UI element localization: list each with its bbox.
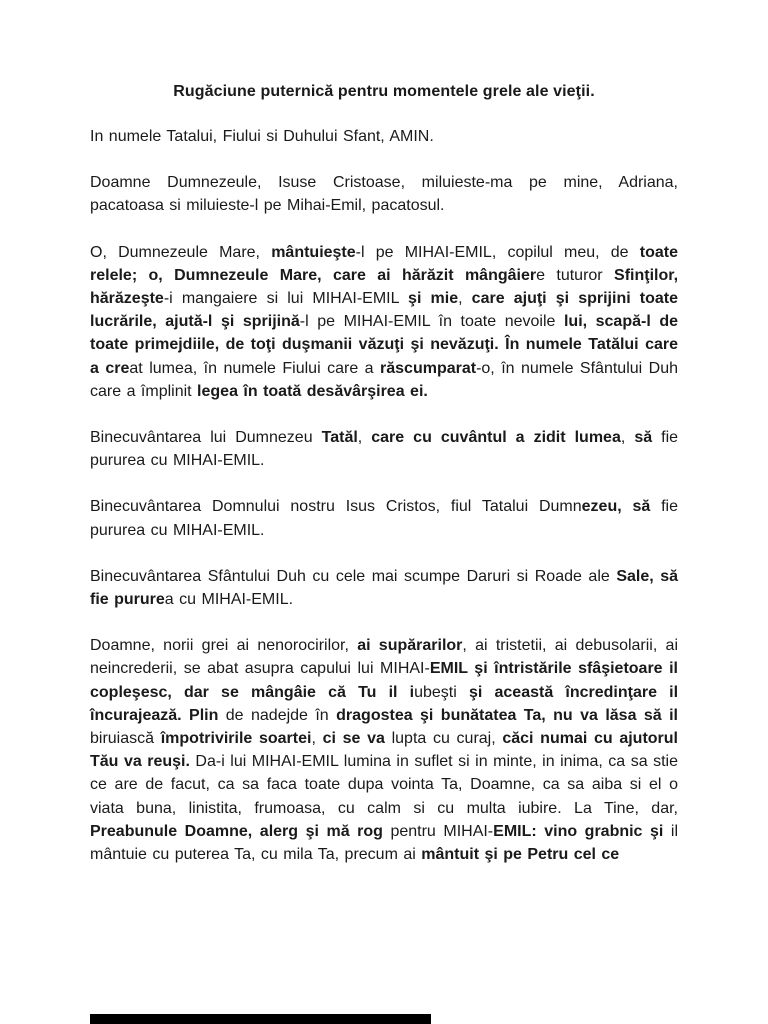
text-run: In numele Tatalui, Fiului si Duhului Sfant, AMIN.	[90, 128, 434, 145]
text-run: lui, scapă-l de toate primejdiile, de toţi duşmanii văzuţi şi nevăzuţi. În numele Tatălui care a cre	[90, 313, 679, 377]
text-run: -l pe MIHAI-EMIL în toate nevoile	[299, 313, 564, 331]
text-run: ubeşti	[414, 683, 469, 701]
text-run: Binecuvântarea lui Dumnezeu	[90, 429, 322, 447]
text-run: dragostea şi bunătatea Ta, nu va lăsa să il	[336, 706, 678, 724]
text-run: împotrivirile soartei	[160, 730, 312, 748]
bottom-bar	[90, 1014, 431, 1024]
paragraph	[90, 426, 678, 472]
text-run: il mântuie cu puterea Ta, cu mila Ta, precum ai	[90, 822, 678, 864]
text-run: O, Dumnezeule Mare,	[90, 243, 272, 261]
text-run: mântuieşte	[271, 243, 356, 261]
text-run: Doamne, norii grei ai nenorocirilor,	[90, 637, 358, 655]
paragraph-list	[90, 125, 678, 866]
text-run: ,	[311, 730, 323, 748]
text-run: EMIL: vino grabnic şi	[493, 822, 664, 840]
text-run: răscumparat	[380, 359, 477, 377]
paragraph	[90, 634, 678, 866]
paragraph	[90, 495, 678, 541]
text-run: care cu cuvântul a zidit lumea	[371, 429, 621, 447]
text-run: ,	[458, 290, 472, 308]
text-run: Sale, să fie purure	[90, 567, 678, 609]
text-run: Binecuvântarea Sfântului Duh cu cele mai scumpe Daruri si Roade ale	[90, 567, 617, 585]
text-run: Doamne Dumnezeule, Isuse Cristoase, miluieste-ma pe mine, Adriana, pacatoasa si miluieste-l pe Mihai-Emil, pacatosul.	[90, 174, 678, 215]
text-run: ,	[357, 429, 372, 447]
text-run: ai supărarilor	[357, 637, 463, 655]
text-run: -o, în numele Sfântului Duh care a împlinit	[90, 359, 679, 400]
text-run: -l pe MIHAI-EMIL, copilul meu, de	[355, 243, 640, 261]
text-run: Binecuvântarea Domnului nostru Isus Cristos, fiul Tatalui Dumn	[90, 498, 582, 516]
text-run: biruiască	[90, 730, 161, 748]
text-run: să	[634, 429, 653, 447]
paragraph	[90, 241, 678, 403]
text-run: de nadejde în	[218, 706, 337, 724]
text-run: ci se va	[322, 730, 385, 748]
text-run: -i mangaiere si lui MIHAI-EMIL	[163, 290, 409, 308]
text-run: ,	[620, 429, 635, 447]
text-run: Preabunule Doamne, alerg şi mă rog	[90, 822, 383, 840]
text-run: Da-i lui MIHAI-EMIL lumina in suflet si in minte, in inima, ca sa stie ce are de facut, ca sa faca toate dupa vointa Ta, Doamne, ca sa aiba si el o viata buna, linistita, frumoasa, cu calm si cu multa iubire. La Tine, dar,	[90, 753, 678, 817]
text-run: legea în toată desăvârşirea ei.	[197, 382, 428, 400]
paragraph	[90, 565, 678, 611]
document-content	[90, 80, 678, 889]
text-run: Tatăl	[321, 429, 358, 447]
text-run: a cu MIHAI-EMIL.	[164, 591, 294, 609]
text-run: lupta cu curaj,	[384, 730, 503, 748]
text-run: , ai tristetii, ai debusolarii, ai neincrederii, se abat asupra capului lui MIHAI-	[90, 637, 679, 678]
text-run: toate relele; o, Dumnezeule Mare, care ai hărăzit mângâier	[90, 243, 679, 284]
text-run: mântuit şi pe Petru cel ce	[421, 846, 620, 864]
text-run: Sfinţilor, hărăzeşte	[90, 266, 679, 308]
text-run: fie pururea cu MIHAI-EMIL.	[90, 498, 678, 539]
document-title: Rugăciune puternică pentru momentele grele ale vieţii.	[173, 83, 595, 100]
text-run: e tuturor	[536, 266, 615, 284]
text-run: pentru MIHAI-	[382, 822, 494, 840]
text-run: at lumea, în numele Fiului care a	[129, 359, 381, 377]
text-run: ezeu, să	[581, 498, 651, 516]
text-run: EMIL şi întristările sfâşietoare il copleşesc, dar se mângâie că Tu il i	[90, 660, 678, 701]
text-run: care ajuţi şi sprijini toate lucrările, ajută-l şi sprijină	[90, 290, 679, 331]
text-run: şi această încredinţare il încurajează. Plin	[90, 683, 679, 724]
text-run: fie pururea cu MIHAI-EMIL.	[90, 429, 679, 470]
text-run: şi mie	[408, 290, 459, 308]
paragraph	[90, 125, 678, 148]
text-run: căci numai cu ajutorul Tău va reuşi.	[90, 730, 679, 771]
paragraph	[90, 171, 678, 217]
